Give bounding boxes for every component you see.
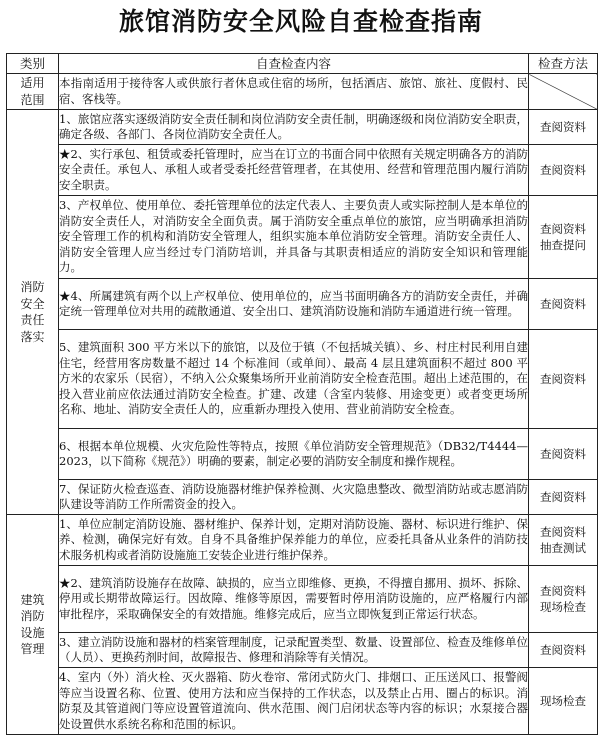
table-row bbox=[7, 480, 598, 515]
checklist-table bbox=[6, 53, 598, 735]
category-line: 建筑 bbox=[20, 592, 45, 607]
category-line: 消防 bbox=[20, 280, 45, 294]
category-cell-responsibility bbox=[7, 110, 59, 515]
method-cell bbox=[529, 330, 598, 429]
category-cell-scope bbox=[7, 74, 59, 110]
table-row bbox=[7, 633, 598, 668]
content-cell: ★4、所属建筑有两个以上产权单位、使用单位的，应当书面明确各方的消防安全责任，并确定统一管理单位对共用的疏散通道、安全出口、建筑消防设施和消防车通道进行统一管理。 bbox=[59, 279, 529, 330]
content-cell: 4、室内（外）消火栓、灭火器箱、防火卷帘、常闭式防火门、排烟口、正压送风口、报警阀等应当设置名称、位置、使用方法和应当保持的工作状态，以及禁止占用、圈占的标识。消防泵及其管道阀门等应设置管道流向、供水范围、阀门启闭状态等内容的标识；水泵接合器处设置供水系统名称和范围的标识。 bbox=[59, 668, 529, 735]
method-cell bbox=[529, 668, 598, 735]
content-cell: 1、单位应制定消防设施、器材维护、保养计划，定期对消防设施、器材、标识进行维护、保养、检测，确保完好有效。自身不具备维护保养能力的单位，应委托具备从业条件的消防技术服务机构或者消防设施施工安装企业进行维护保养。 bbox=[59, 515, 529, 566]
table-row bbox=[7, 110, 598, 145]
method-cell bbox=[529, 480, 598, 515]
category-line: 责任 bbox=[20, 313, 45, 327]
table-row bbox=[7, 330, 598, 429]
category-line: 消防 bbox=[20, 609, 45, 623]
content-cell: 6、根据本单位规模、火灾危险性等特点，按照《单位消防安全管理规范》（DB32/T4444—2023，以下简称《规范》）明确的要素，制定必要的消防安全制度和操作规程。 bbox=[59, 429, 529, 480]
table-row bbox=[7, 566, 598, 633]
method-label: 查阅资料 bbox=[540, 525, 586, 539]
method-label: 查阅资料 bbox=[540, 163, 586, 177]
content-cell: 3、建立消防设施和器材的档案管理制度，记录配置类型、数量、设置部位、检查及维修单位（人员）、更换药剂时间，故障报告、修理和消除等有关情况。 bbox=[59, 633, 529, 668]
table-row bbox=[7, 196, 598, 279]
table-row bbox=[7, 668, 598, 735]
content-cell: 5、建筑面积 300 平方米以下的旅馆，以及位于镇（不包括城关镇）、乡、村庄村民利用自建住宅，经营用客房数量不超过 14 个标准间（或单间）、最高 4 层且建筑面积不超过 800 平方米的农家乐（民宿），不纳入公众聚集场所开业前消防安全检查范围。超出上述范围的，在投入营业前应依法通过消防安全检查。扩建、改建（含室内装修、用途变更）或者变更场所名称、地址、消防安全责任人的，应重新办理投入使用、营业前消防安全检查。 bbox=[59, 330, 529, 429]
header-method: 检查方法 bbox=[529, 54, 598, 74]
category-cell-facilities bbox=[7, 515, 59, 735]
method-label: 查阅资料 bbox=[540, 120, 586, 134]
table-row bbox=[7, 279, 598, 330]
method-label: 抽查提问 bbox=[540, 238, 586, 252]
category-line: 安全 bbox=[20, 296, 45, 311]
content-cell: ★2、实行承包、租赁或委托管理时，应当在订立的书面合同中依照有关规定明确各方的消防安全责任。承包人、承租人或者受委托经营管理者，在其使用、经营和管理范围内履行消防安全职责。 bbox=[59, 145, 529, 196]
method-cell bbox=[529, 196, 598, 279]
table-row bbox=[7, 429, 598, 480]
method-label: 现场检查 bbox=[540, 694, 586, 708]
method-label: 现场检查 bbox=[540, 600, 586, 614]
category-line: 落实 bbox=[20, 329, 45, 344]
method-cell bbox=[529, 515, 598, 566]
content-cell: 1、旅馆应落实逐级消防安全责任制和岗位消防安全责任制，明确逐级和岗位消防安全职责，确定各级、各部门、各岗位消防安全责任人。 bbox=[59, 110, 529, 145]
content-cell: 本指南适用于接待客人或供旅行者休息或住宿的场所，包括酒店、旅馆、旅社、度假村、民宿、客栈等。 bbox=[59, 74, 529, 110]
category-line: 管理 bbox=[20, 642, 45, 656]
table-row bbox=[7, 515, 598, 566]
method-label: 查阅资料 bbox=[540, 222, 586, 236]
page-title: 旅馆消防安全风险自查检查指南 bbox=[118, 7, 483, 36]
table-row bbox=[7, 145, 598, 196]
method-label: 查阅资料 bbox=[540, 643, 586, 657]
method-cell bbox=[529, 633, 598, 668]
method-label: 查阅资料 bbox=[540, 447, 586, 461]
method-label: 查阅资料 bbox=[540, 584, 586, 598]
content-cell: 7、保证防火检查巡查、消防设施器材维护保养检测、火灾隐患整改、微型消防站或志愿消防队建设等消防工作所需资金的投入。 bbox=[59, 480, 529, 515]
method-cell bbox=[529, 110, 598, 145]
category-line: 范围 bbox=[20, 92, 45, 107]
method-label: 查阅资料 bbox=[540, 490, 586, 504]
table-row bbox=[7, 74, 598, 110]
category-line: 适用 bbox=[20, 76, 45, 90]
category-line: 设施 bbox=[20, 625, 45, 640]
method-label: 抽查测试 bbox=[540, 541, 586, 555]
method-label: 查阅资料 bbox=[540, 372, 586, 386]
table-header-row bbox=[7, 54, 598, 74]
content-cell: ★2、建筑消防设施存在故障、缺损的，应当立即维修、更换，不得擅自挪用、损坏、拆除、停用或长期带故障运行。因故障、维修等原因，需要暂时停用消防设施的，应严格履行内部审批程序，采取确保安全的有效措施。维修完成后，应当立即恢复到正常运行状态。 bbox=[59, 566, 529, 633]
method-cell-empty bbox=[529, 74, 598, 110]
method-cell bbox=[529, 279, 598, 330]
method-label: 查阅资料 bbox=[540, 297, 586, 311]
header-content: 自查检查内容 bbox=[59, 54, 529, 74]
header-category: 类别 bbox=[7, 54, 59, 74]
content-cell: 3、产权单位、使用单位、委托管理单位的法定代表人、主要负责人或实际控制人是本单位的消防安全责任人，对消防安全全面负责。属于消防安全重点单位的旅馆，应当明确承担消防安全管理工作的机构和消防安全管理人，组织实施本单位消防安全管理。消防安全责任人、消防安全管理人应当经过专门消防培训，并具备与其职责相适应的消防安全知识和管理能力。 bbox=[59, 196, 529, 279]
method-cell bbox=[529, 566, 598, 633]
method-cell bbox=[529, 429, 598, 480]
method-cell bbox=[529, 145, 598, 196]
